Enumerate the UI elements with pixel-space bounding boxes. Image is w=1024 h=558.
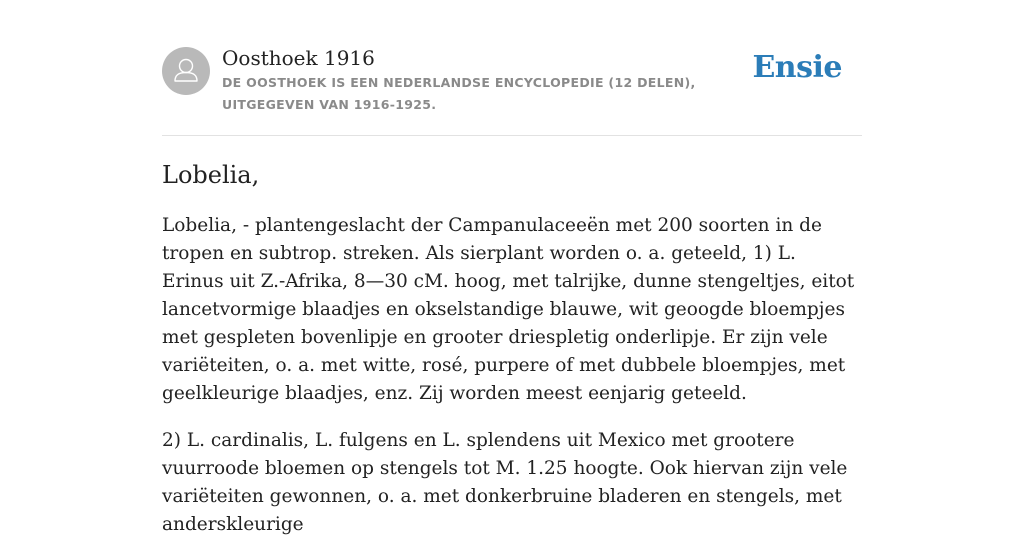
header-divider: [162, 135, 862, 136]
source-description: DE OOSTHOEK IS EEN NEDERLANDSE ENCYCLOPEDIE (12 DELEN), UITGEGEVEN VAN 1916-1925.: [222, 75, 696, 112]
user-avatar-icon[interactable]: [162, 47, 210, 95]
article-paragraph: 2) L. cardinalis, L. fulgens en L. splendens uit Mexico met grootere vuurroode bloemen op stengels tot M. 1.25 hoogte. Ook hiervan zijn vele variëteiten gewonnen, o. a. met donkerbruine bladeren en stengels, met anderskleurige: [162, 430, 848, 535]
source-header: [162, 44, 862, 134]
article-paragraph: Lobelia, - plantengeslacht der Campanulaceeën met 200 soorten in de tropen en subtrop. streken. Als sierplant worden o. a. geteeld, 1) L. Erinus uit Z.-Afrika, 8—30 cM. hoog, met talrijke, dunne stengeltjes, eitot lancetvormige blaadjes en okselstandige blauwe, wit geoogde bloempjes met gespleten bovenlipje en grooter driespletig onderlipje. Er zijn vele variëteiten, o. a. met witte, rosé, purpere of met dubbele bloempjes, met geelkleurige blaadjes, enz. Zij worden meest eenjarig geteeld.: [162, 215, 855, 404]
source-name[interactable]: Oosthoek 1916: [222, 46, 375, 70]
article-body: [162, 212, 862, 558]
article-title: Lobelia,: [162, 161, 260, 189]
brand-logo[interactable]: Ensie: [752, 50, 842, 85]
